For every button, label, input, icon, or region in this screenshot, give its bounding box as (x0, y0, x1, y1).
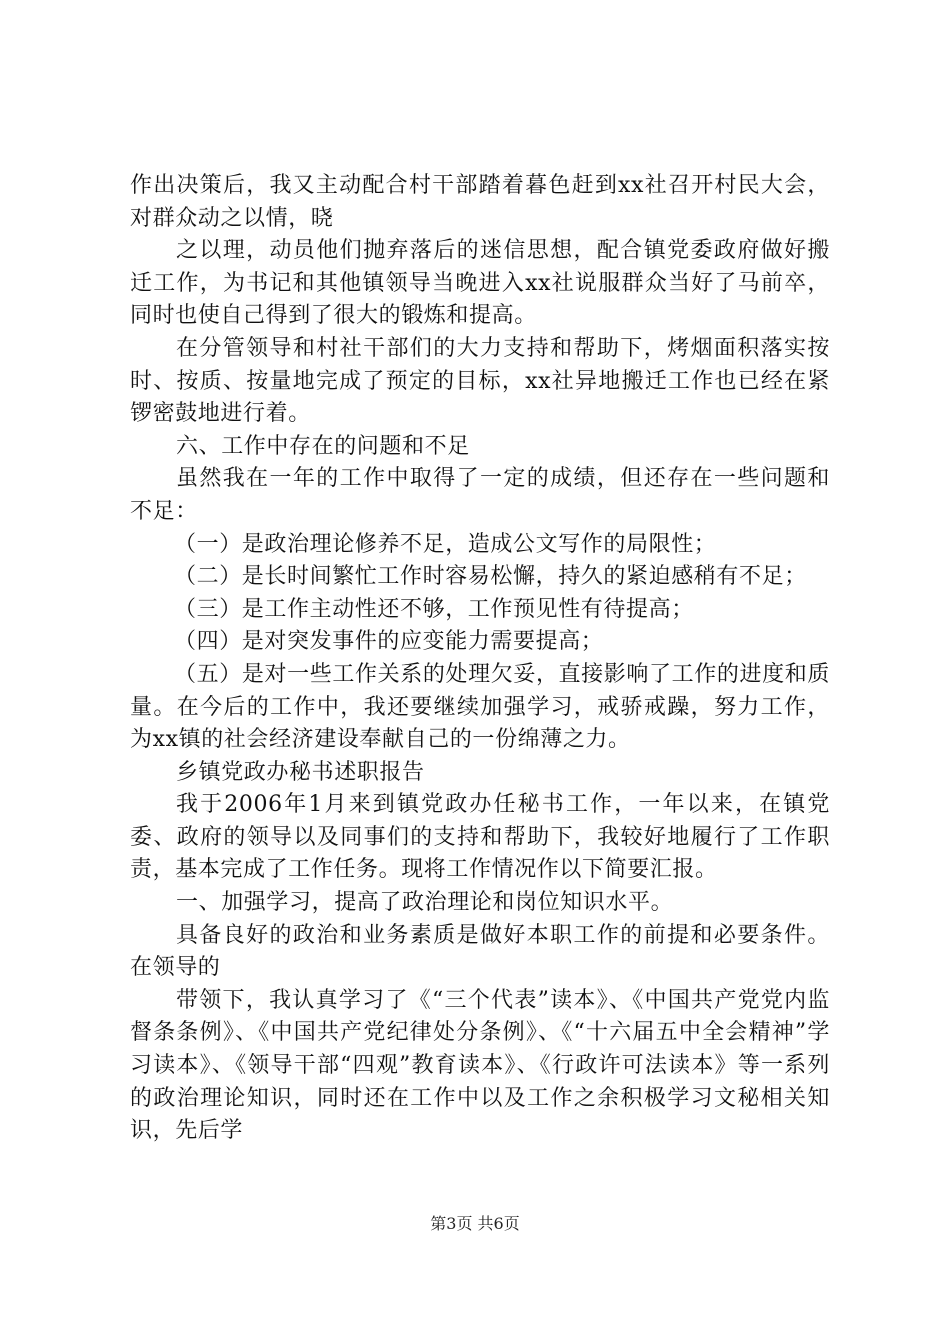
paragraph-2: 之以理，动员他们抛弃落后的迷信思想，配合镇党委政府做好搬迁工作，为书记和其他镇领导当晚进入xx社说服群众当好了马前卒，同时也使自己得到了很大的锻炼和提高。 (130, 238, 830, 329)
document-body (130, 170, 830, 1148)
paragraph-12: 我于2006年1月来到镇党政办任秘书工作，一年以来，在镇党委、政府的领导以及同事们的支持和帮助下，我较好地履行了工作职责，基本完成了工作任务。现将工作情况作以下简要汇报。 (130, 792, 830, 883)
paragraph-3: 在分管领导和村社干部们的大力支持和帮助下，烤烟面积落实按时、按质、按量地完成了预定的目标，xx社异地搬迁工作也已经在紧锣密鼓地进行着。 (130, 335, 830, 427)
page-footer: 第3页 共6页 (430, 1214, 520, 1233)
list-item-4: （四）是对突发事件的应变能力需要提高； (174, 629, 604, 655)
list-item-5: （五）是对一些工作关系的处理欠妥，直接影响了工作的进度和质量。在今后的工作中，我还要继续加强学习，戒骄戒躁，努力工作，为xx镇的社会经济建设奉献自己的一份绵薄之力。 (130, 661, 830, 753)
list-item-2: （二）是长时间繁忙工作时容易松懈，持久的紧迫感稍有不足； (174, 564, 807, 590)
paragraph-15: 带领下，我认真学习了《“三个代表”读本》、《中国共产党党内监督条条例》、《中国共产党纪律处分条例》、《“十六届五中全会精神”学习读本》、《领导干部“四观”教育读本》、《行政许可法读本》等一系列的政治理论知识，同时还在工作中以及工作之余积极学习文秘相关知识，先后学 (130, 987, 830, 1144)
list-item-3: （三）是工作主动性还不够，工作预见性有待提高； (174, 596, 694, 622)
report-title: 乡镇党政办秘书述职报告 (176, 759, 425, 785)
paragraph-14: 具备良好的政治和业务素质是做好本职工作的前提和必要条件。在领导的 (130, 922, 830, 981)
section-heading-problems: 六、工作中存在的问题和不足 (176, 433, 470, 459)
section-heading-study: 一、加强学习，提高了政治理论和岗位知识水平。 (176, 890, 674, 916)
list-item-1: （一）是政治理论修养不足，造成公文写作的局限性； (174, 531, 717, 557)
paragraph-5: 虽然我在一年的工作中取得了一定的成绩，但还存在一些问题和不足： (130, 466, 830, 524)
paragraph-1: 作出决策后，我又主动配合村干部踏着暮色赶到xx社召开村民大会，对群众动之以情，晓 (130, 173, 830, 231)
